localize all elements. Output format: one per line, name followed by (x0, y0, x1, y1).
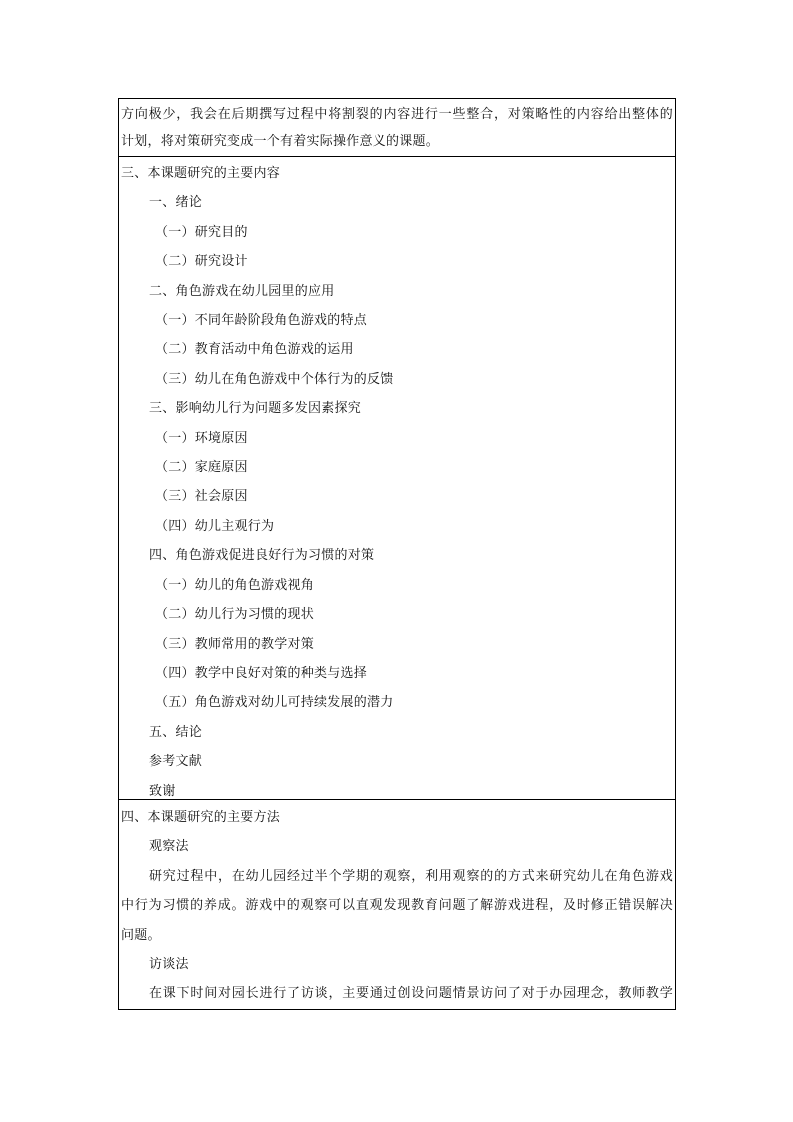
outline-item: （二）幼儿行为习惯的现状 (155, 607, 315, 623)
paragraph-line: 中行为习惯的养成。游戏中的观察可以直观发现教育问题了解游戏进程，及时修正错误解决 (121, 898, 673, 914)
text-line: 方向极少，我会在后期撰写过程中将割裂的内容进行一些整合，对策略性的内容给出整体的 (121, 107, 673, 122)
outline-chapter: 二、角色游戏在幼儿园里的应用 (149, 283, 335, 299)
outline-chapter: 致谢 (149, 783, 176, 799)
outline-item: （二）教育活动中角色游戏的运用 (155, 342, 354, 358)
outline-chapter: 一、绪论 (149, 195, 203, 211)
section-heading: 三、本课题研究的主要内容 (121, 166, 281, 181)
outline-item: （一）研究目的 (155, 224, 248, 240)
outline-item: （四）幼儿主观行为 (155, 518, 275, 534)
paragraph-line: 在课下时间对园长进行了访谈，主要通过创设问题情景访问了对于办园理念，教师教学 (149, 986, 673, 1002)
content-outline (121, 188, 673, 806)
outline-chapter: 三、影响幼儿行为问题多发因素探究 (149, 401, 362, 417)
outline-chapter: 参考文献 (149, 754, 203, 770)
paragraph-line: 研究过程中，在幼儿园经过半个学期的观察，利用观察的的方式来研究幼儿在角色游戏 (149, 868, 673, 884)
outline-item: （三）教师常用的教学对策 (155, 636, 315, 652)
paragraph-line: 问题。 (121, 927, 161, 943)
section-heading: 四、本课题研究的主要方法 (121, 810, 281, 825)
outline-item: （一）环境原因 (155, 430, 248, 446)
method-title: 观察法 (149, 839, 189, 855)
outline-item: （三）幼儿在角色游戏中个体行为的反馈 (155, 371, 394, 387)
document-table (118, 98, 676, 1010)
outline-item: （二）家庭原因 (155, 460, 248, 476)
outline-item: （四）教学中良好对策的种类与选择 (155, 665, 368, 681)
outline-item: （一）幼儿的角色游戏视角 (155, 577, 315, 593)
outline-chapter: 四、角色游戏促进良好行为习惯的对策 (149, 548, 375, 564)
outline-item: （五）角色游戏对幼儿可持续发展的潜力 (155, 695, 394, 711)
outline-item: （三）社会原因 (155, 489, 248, 505)
section-content-cell (119, 157, 675, 800)
text-line: 计划，将对策研究变成一个有着实际操作意义的课题。 (121, 134, 440, 149)
outline-item: （一）不同年龄阶段角色游戏的特点 (155, 313, 368, 329)
method-title: 访谈法 (149, 957, 189, 973)
outline-chapter: 五、结论 (149, 724, 203, 740)
outline-item: （二）研究设计 (155, 254, 248, 270)
section-methods-cell (119, 800, 675, 1009)
section-prev-cell (119, 99, 675, 157)
